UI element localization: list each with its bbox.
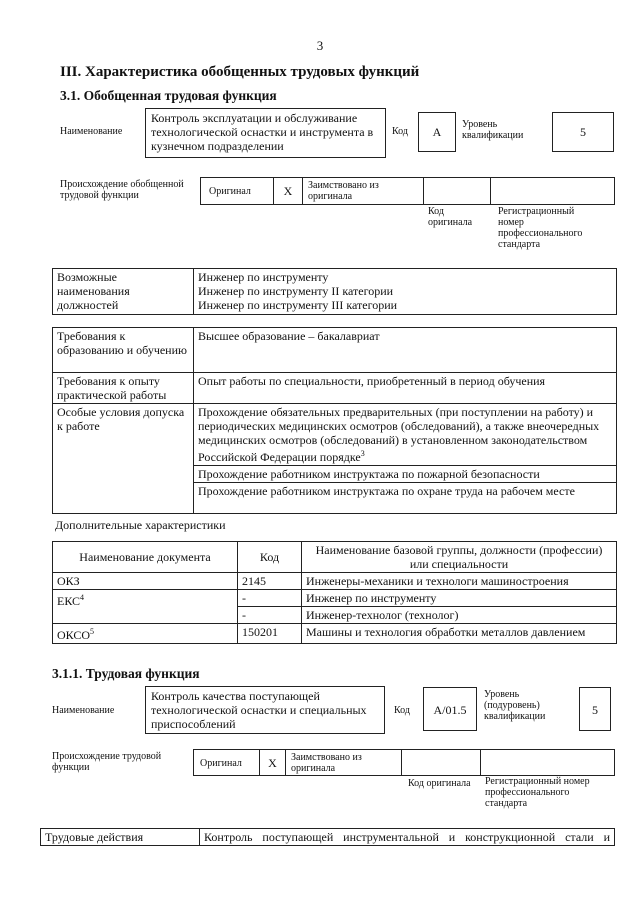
req-special-value-1 xyxy=(194,404,617,466)
tf-name-label: Наименование xyxy=(52,705,115,716)
tf-original-mark: X xyxy=(259,749,286,776)
tf-reg-number-caption: Регистрационный номер профессионального стандарта xyxy=(485,776,590,809)
gtf-reg-number-cell xyxy=(490,177,615,205)
position-item: Инженер по инструменту III категории xyxy=(198,298,398,312)
additional-header-code: Код xyxy=(238,542,302,573)
tf-name-value: Контроль качества поступающей технологической оснастки и специальных приспособлений xyxy=(145,686,385,734)
additional-cell-code: - xyxy=(238,590,302,607)
position-item: Инженер по инструменту xyxy=(198,270,329,284)
req-special-value-2: Прохождение работником инструктажа по пожарной безопасности xyxy=(194,466,617,483)
additional-doc-text: ОКЗ xyxy=(57,574,80,588)
section-title: III. Характеристика обобщенных трудовых функций xyxy=(60,64,420,80)
gtf-origin-label: Происхождение обобщенной трудовой функции xyxy=(60,179,184,201)
tf-code-value: А/01.5 xyxy=(423,687,477,731)
additional-header-doc: Наименование документа xyxy=(53,542,238,573)
gtf-level-label: Уровень квалификации xyxy=(462,119,524,141)
gtf-original-label: Оригинал xyxy=(200,177,274,205)
additional-table xyxy=(52,541,617,644)
gtf-level-value: 5 xyxy=(552,112,614,152)
gtf-title: 3.1. Обобщенная трудовая функция xyxy=(60,88,277,103)
additional-title: Дополнительные характеристики xyxy=(55,518,226,532)
gtf-name-value: Контроль эксплуатации и обслуживание технологической оснастки и инструмента в кузнечном подразделении xyxy=(145,108,386,158)
positions-table xyxy=(52,268,617,315)
tf-reg-number-cell xyxy=(480,749,615,776)
table-row xyxy=(53,573,617,590)
req-experience-label: Требования к опыту практической работы xyxy=(53,373,194,404)
gtf-code-label: Код xyxy=(392,126,408,137)
gtf-code-value: А xyxy=(418,112,456,152)
additional-doc-text: ЕКС xyxy=(57,594,81,608)
additional-cell-doc xyxy=(53,624,238,644)
req-education-value: Высшее образование – бакалавриат xyxy=(194,328,617,373)
req-special-value-1-text: Прохождение обязательных предварительных (при поступлении на работу) и периодических медицинских осмотров (обследований), а также внеочередных медицинских осмотров (обследований) в установленном законодательством Российской Федерации порядке xyxy=(198,405,600,464)
labor-actions-label: Трудовые действия xyxy=(41,829,200,846)
footnote-4-mark: 4 xyxy=(80,593,85,602)
additional-cell-code: 2145 xyxy=(238,573,302,590)
labor-actions-value: Контроль поступающей инструментальной и конструкционной стали и xyxy=(200,829,615,846)
positions-list xyxy=(194,269,617,315)
tf-code-label: Код xyxy=(394,705,410,716)
additional-cell-code: 150201 xyxy=(238,624,302,644)
tf-code-original-caption: Код оригинала xyxy=(408,778,471,789)
additional-cell-name: Инженер по инструменту xyxy=(302,590,617,607)
additional-cell-name: Инженеры-механики и технологи машиностроения xyxy=(302,573,617,590)
additional-cell-name: Машины и технология обработки металлов давлением xyxy=(302,624,617,644)
tf-level-value: 5 xyxy=(579,687,611,731)
additional-cell-doc xyxy=(53,573,238,590)
tf-borrowed-label: Заимствовано из оригинала xyxy=(285,749,402,776)
tf-title: 3.1.1. Трудовая функция xyxy=(52,666,200,681)
table-row xyxy=(53,590,617,607)
position-item: Инженер по инструменту II категории xyxy=(198,284,394,298)
gtf-name-label: Наименование xyxy=(60,126,123,137)
positions-label: Возможные наименования должностей xyxy=(53,269,194,315)
footnote-3-mark: 3 xyxy=(360,449,365,458)
additional-cell-doc xyxy=(53,590,238,624)
tf-level-label: Уровень (подуровень) квалификации xyxy=(484,689,546,722)
tf-code-original-cell xyxy=(401,749,481,776)
table-row xyxy=(53,624,617,644)
additional-cell-name: Инженер-технолог (технолог) xyxy=(302,607,617,624)
footnote-5-mark: 5 xyxy=(90,627,95,636)
req-special-value-3: Прохождение работником инструктажа по охране труда на рабочем месте xyxy=(194,483,617,514)
gtf-borrowed-label: Заимствовано из оригинала xyxy=(302,177,424,205)
additional-doc-text: ОКСО xyxy=(57,628,91,642)
requirements-table xyxy=(52,327,617,514)
gtf-original-mark: X xyxy=(273,177,303,205)
tf-original-label: Оригинал xyxy=(193,749,260,776)
additional-cell-code: - xyxy=(238,607,302,624)
gtf-code-original-cell xyxy=(423,177,491,205)
labor-actions-table xyxy=(40,828,615,846)
additional-header-name: Наименование базовой группы, должности (профессии) или специальности xyxy=(302,542,617,573)
gtf-code-original-caption: Код оригинала xyxy=(428,206,473,228)
req-experience-value: Опыт работы по специальности, приобретенный в период обучения xyxy=(194,373,617,404)
req-education-label: Требования к образованию и обучению xyxy=(53,328,194,373)
page-number: 3 xyxy=(316,38,324,53)
tf-origin-label: Происхождение трудовой функции xyxy=(52,751,162,773)
req-special-label: Особые условия допуска к работе xyxy=(53,404,194,514)
gtf-reg-number-caption: Регистрационный номер профессионального стандарта xyxy=(498,206,583,250)
